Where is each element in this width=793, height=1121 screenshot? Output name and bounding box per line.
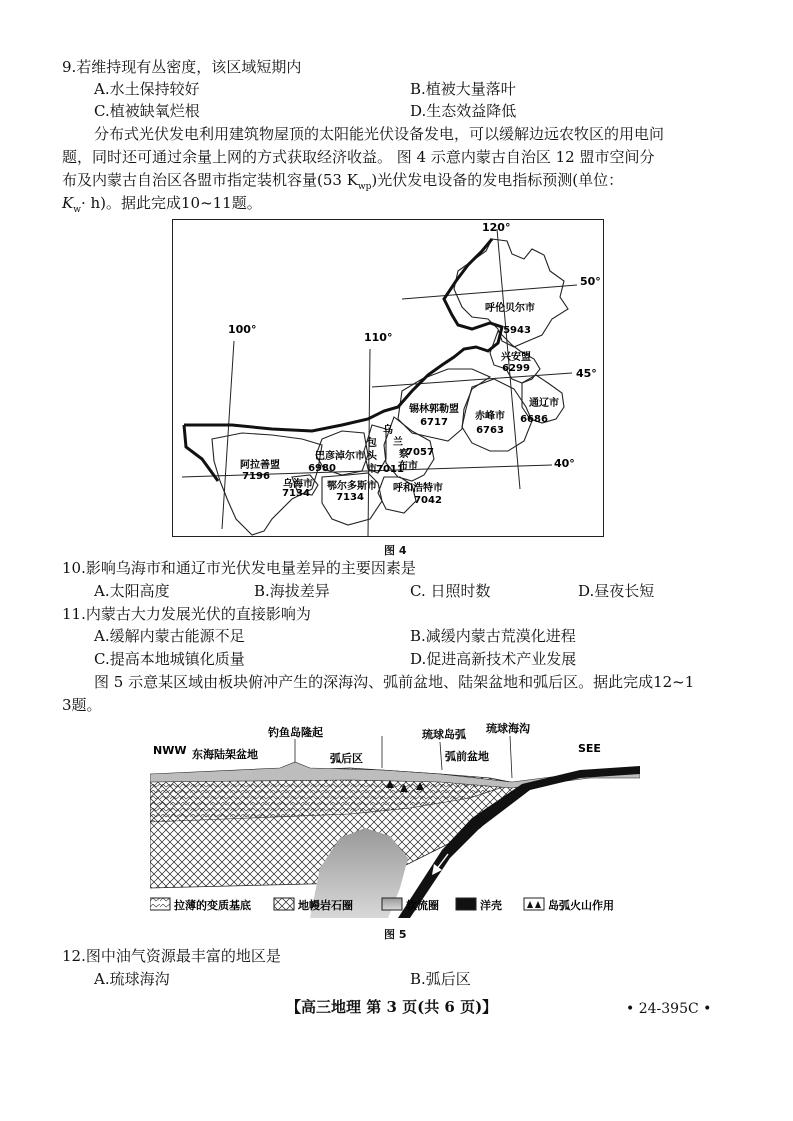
intro1-line4-sub: w: [73, 205, 81, 215]
q10-option-d: D.昼夜长短: [578, 582, 655, 600]
subduction-cross-section: [150, 718, 640, 918]
fig4-caption: 图 4: [384, 544, 407, 557]
q9-stem: 9.若维持现有丛密度，该区域短期内: [62, 58, 302, 76]
q9-option-b: B.植被大量落叶: [410, 80, 516, 98]
ulanqab-char-2: 兰: [393, 437, 403, 448]
label-ryukyu-arc: 琉球岛弧: [422, 728, 466, 741]
baotou-char-2: 头: [367, 451, 377, 462]
region-xilingol-value: 6717: [420, 417, 448, 428]
lat-label-40: 40°: [554, 457, 575, 470]
q12-option-b: B.弧后区: [410, 970, 471, 988]
region-chifeng-name: 赤峰市: [475, 411, 505, 422]
baotou-char-3: 市: [367, 464, 377, 475]
label-ryukyu-trench: 琉球海沟: [486, 722, 530, 735]
region-ordos-name: 鄂尔多斯市: [327, 481, 377, 492]
label-diaoyu-uplift: 钓鱼岛隆起: [268, 726, 323, 739]
q11-option-b: B.减缓内蒙古荒漠化进程: [410, 627, 576, 645]
lat-label-45: 45°: [576, 367, 597, 380]
legend-mantle-lithosphere: 地幔岩石圈: [298, 899, 353, 912]
fig5-caption: 图 5: [384, 928, 407, 941]
region-chifeng-value: 6763: [476, 425, 504, 436]
intro1-line2: 题，同时还可通过余量上网的方式获取经济收益。 图 4 示意内蒙古自治区 12 盟市空间分: [62, 148, 655, 166]
intro1-line1: 分布式光伏发电利用建筑物屋顶的太阳能光伏设备发电，可以缓解边远农牧区的用电问: [94, 125, 665, 143]
region-tongliao-name: 通辽市: [529, 398, 559, 409]
region-alxa-value: 7196: [242, 471, 270, 482]
ulanqab-char-4: 布市: [398, 461, 418, 472]
label-backarc: 弧后区: [330, 752, 363, 765]
inner-mongolia-map: [172, 219, 604, 537]
ulanqab-value: 7057: [406, 447, 434, 458]
legend-asthenosphere: 软流圈: [406, 899, 439, 912]
intro1-line4-rest: · h)。据此完成10~11题。: [80, 194, 262, 212]
ulanqab-char-3: 察: [399, 449, 409, 460]
q10-option-c: C. 日照时数: [410, 582, 491, 600]
intro1-line4-k: K: [62, 194, 74, 212]
region-tongliao-value: 6686: [520, 414, 548, 425]
q9-option-d: D.生态效益降低: [410, 102, 517, 120]
region-xingan-name: 兴安盟: [501, 352, 531, 363]
legend-oceanic-crust: 洋壳: [480, 899, 502, 912]
baotou-value: 7011: [376, 464, 404, 475]
q11-option-c: C.提高本地城镇化质量: [94, 650, 245, 668]
label-forearc-basin: 弧前盆地: [445, 750, 489, 763]
lon-label-120: 120°: [482, 221, 511, 234]
region-bayannur-name: 巴彦淖尔市: [315, 451, 365, 462]
q12-option-a: A.琉球海沟: [94, 970, 170, 988]
baotou-char-1: 包: [367, 438, 377, 449]
lat-label-50: 50°: [580, 275, 601, 288]
label-see: SEE: [578, 742, 601, 755]
intro1-line3-end: )光伏发电设备的发电指标预测(单位：: [371, 171, 624, 189]
region-ordos-value: 7134: [336, 492, 364, 503]
region-hohhot-value: 7042: [414, 495, 442, 506]
legend-metamorphic-basement: 拉薄的变质基底: [174, 899, 251, 912]
label-nww: NWW: [153, 744, 187, 757]
region-hulunbuir-value: 5943: [503, 325, 531, 336]
q9-option-c: C.植被缺氧烂根: [94, 102, 200, 120]
q11-option-d: D.促进高新技术产业发展: [410, 650, 577, 668]
region-alxa-name: 阿拉善盟: [240, 460, 280, 471]
intro2-line2: 3题。: [62, 696, 102, 714]
q10-option-a: A.太阳高度: [94, 582, 170, 600]
legend-arc-volcanism: 岛弧火山作用: [548, 899, 614, 912]
region-hulunbuir-name: 呼伦贝尔市: [485, 303, 535, 314]
region-xingan-value: 6299: [502, 363, 530, 374]
q11-option-a: A.缓解内蒙古能源不足: [94, 627, 245, 645]
region-xilingol-name: 锡林郭勒盟: [409, 404, 459, 415]
intro2-line1: 图 5 示意某区域由板块俯冲产生的深海沟、弧前盆地、陆架盆地和弧后区。据此完成12~1: [94, 673, 695, 691]
q11-stem: 11.内蒙古大力发展光伏的直接影响为: [62, 605, 311, 623]
region-hohhot-name: 呼和浩特市: [393, 483, 443, 494]
lon-label-110: 110°: [364, 331, 393, 344]
intro1-line3-text: 布及内蒙古自治区各盟市指定装机容量(53 K: [62, 171, 358, 189]
region-bayannur-value: 6980: [308, 463, 336, 474]
q10-stem: 10.影响乌海市和通辽市光伏发电量差异的主要因素是: [62, 559, 416, 577]
lon-label-100: 100°: [228, 323, 257, 336]
ulanqab-char-1: 乌: [383, 425, 393, 436]
footer-code: • 24-395C •: [626, 1001, 712, 1017]
intro1-line4: [62, 192, 262, 221]
q12-stem: 12.图中油气资源最丰富的地区是: [62, 947, 281, 965]
intro1-line3-sub: wp: [357, 182, 372, 192]
q9-option-a: A.水土保持较好: [94, 80, 200, 98]
region-wuhai-name: 乌海市: [283, 479, 313, 490]
region-wuhai-value: 7134: [282, 488, 310, 499]
footer-page-info: 【高三地理 第 3 页(共 6 页)】: [286, 998, 498, 1016]
q10-option-b: B.海拔差异: [254, 582, 330, 600]
label-shelf-basin: 东海陆架盆地: [192, 748, 258, 761]
